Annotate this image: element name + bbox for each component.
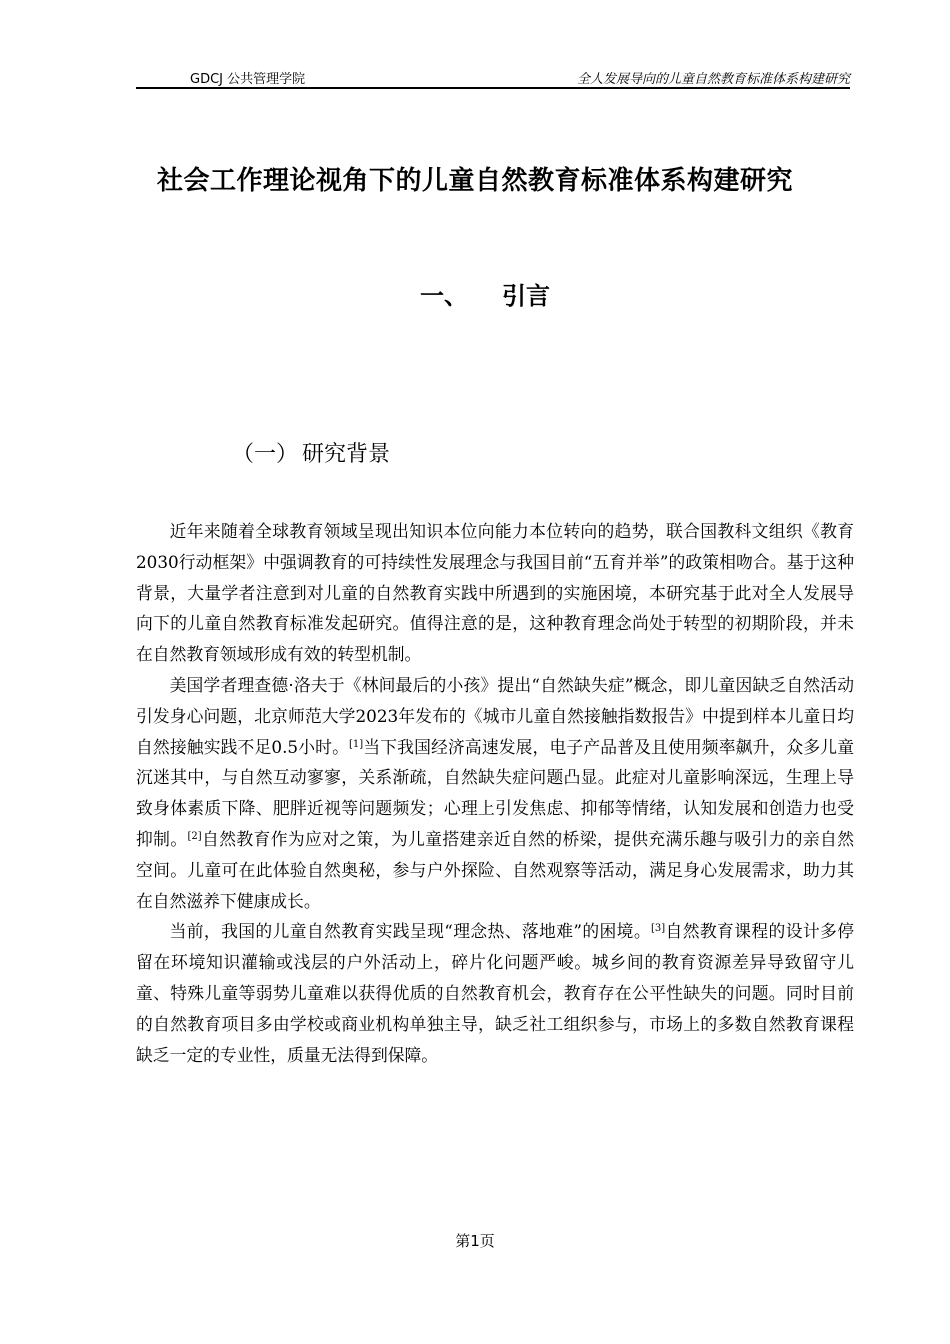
paragraph-3-part-a: 当前，我国的儿童自然教育实践呈现“理念热、落地难”的困境。: [169, 921, 651, 942]
citation-3: [3]: [650, 923, 666, 935]
header-divider: [136, 87, 850, 89]
paragraph-2-part-c: 自然教育作为应对之策，为儿童搭建亲近自然的桥梁，提供充满乐趣与吸引力的亲自然空间。儿童可在此体验自然奥秘，参与户外探险、自然观察等活动，满足身心发展需求，助力其在自然滋养下健康成长。: [136, 828, 854, 911]
paragraph-2-part-b: 当下我国经济高速发展，电子产品普及且使用频率飙升，众多儿童沉迷其中，与自然互动寥寥，关系渐疏，自然缺失症问题凸显。此症对儿童影响深远，生理上导致身体素质下降、肥胖近视等问题频发；心理上引发焦虑、抑郁等情绪，认知发展和创造力也受抑制。: [136, 736, 854, 849]
paragraph-2: [136, 670, 854, 916]
subsection-number: （一）: [232, 442, 299, 467]
section-title: 引言: [502, 282, 550, 310]
document-title: 社会工作理论视角下的儿童自然教育标准体系构建研究: [156, 166, 793, 196]
page-number: 第1页: [455, 1232, 495, 1250]
section-heading: [420, 276, 550, 311]
paragraph-2-part-a: 美国学者理查德·洛夫于《林间最后的小孩》提出“自然缺失症”概念，即儿童因缺乏自然活动引发身心问题，北京师范大学2023年发布的《城市儿童自然接触指数报告》中提到样本儿童日均自然接触实践不足0.5小时。: [136, 674, 854, 757]
body-text: [136, 516, 854, 1070]
subsection-heading: [232, 437, 390, 468]
citation-2: [2]: [187, 830, 202, 842]
subsection-title: 研究背景: [302, 442, 391, 467]
paragraph-3-part-b: 自然教育课程的设计多停留在环境知识灌输或浅层的户外活动上，碎片化问题严峻。城乡间的教育资源差异导致留守儿童、特殊儿童等弱势儿童难以获得优质的自然教育机会，教育存在公平性缺失的问题。同时目前的自然教育项目多由学校或商业机构单独主导，缺乏社工组织参与，市场上的多数自然教育课程缺乏一定的专业性，质量无法得到保障。: [136, 921, 854, 1065]
paragraph-1: 近年来随着全球教育领域呈现出知识本位向能力本位转向的趋势，联合国教科文组织《教育2030行动框架》中强调教育的可持续性发展理念与我国目前“五育并举”的政策相吻合。基于这种背景，大量学者注意到对儿童的自然教育实践中所遇到的实施困境，本研究基于此对全人发展导向下的儿童自然教育标准发起研究。值得注意的是，这种教育理念尚处于转型的初期阶段，并未在自然教育领域形成有效的转型机制。: [136, 521, 854, 665]
header-right-text: 全人发展导向的儿童自然教育标准体系构建研究: [576, 72, 850, 87]
header-left-text: GDCJ 公共管理学院: [190, 72, 306, 87]
citation-1: [1]: [349, 738, 364, 750]
section-number: 一、: [420, 282, 468, 310]
paragraph-3: [136, 916, 854, 1070]
